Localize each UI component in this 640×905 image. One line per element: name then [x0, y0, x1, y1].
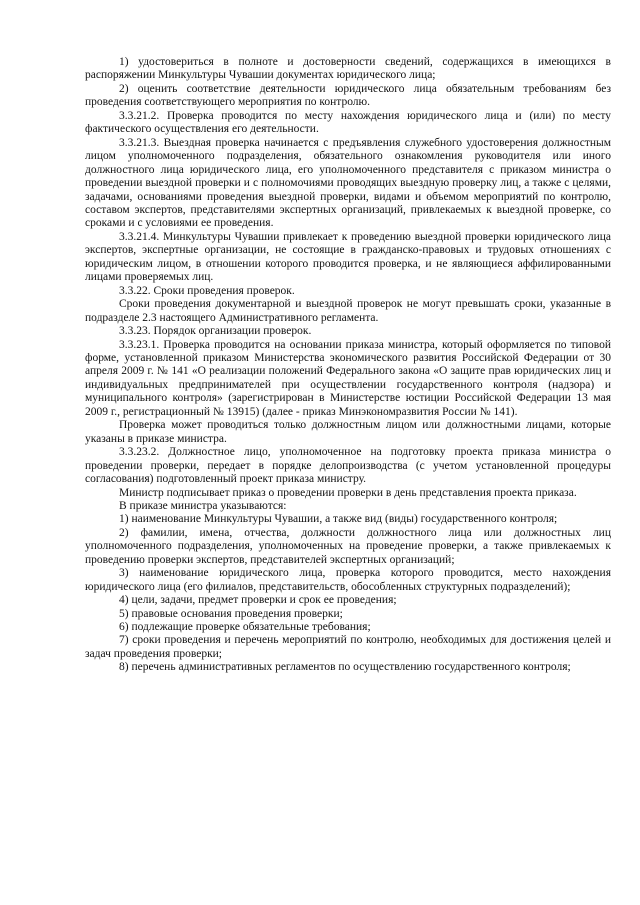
paragraph-inspectors: Проверка может проводиться только должностным лицом или должностными лицами, которые указаны в приказе министра.: [85, 419, 611, 445]
section-heading-3-3-23: 3.3.23. Порядок организации проверок.: [119, 325, 312, 338]
paragraph-item-2: 2) оценить соответствие деятельности юридического лица обязательным требованиям без проведения соответствующего мероприятия по контролю.: [85, 82, 611, 109]
paragraph-section-3-3-21-4: 3.3.21.4. Минкультуры Чувашии привлекает к проведению выездной проверки юридического лица экспертов, экспертные организации, не состоящие в гражданско-правовых и трудовых отношениях с юридическим лицом, в отношении которого проводится проверка, и не являющиеся аффилированными лицами проверяемых лиц.: [85, 230, 611, 284]
paragraph-section-3-3-21-3: 3.3.21.3. Выездная проверка начинается с предъявления служебного удостоверения должностным лицом уполномоченного подразделения, обязательного ознакомления руководителя или иного должностного лица юридического лица, его уполномоченного представителя с приказом министра о проведении выездной проверки и с полномочиями проводящих выездную проверку лиц, а также с целями, задачами, основаниями проведения выездной проверки, видами и объемом мероприятий по контролю, составом экспертов, представителями экспертных организаций, привлекаемых к выездной проверке, со сроками и с условиями ее проведения.: [85, 136, 611, 230]
paragraph-section-3-3-23-2: 3.3.23.2. Должностное лицо, уполномоченное на подготовку проекта приказа министра о проведении проверки, передает в порядке делопроизводства (с учетом установленной процедуры согласования) подготовленный проект приказа министру.: [85, 446, 611, 486]
list-item-7: 7) сроки проведения и перечень мероприятий по контролю, необходимых для достижения целей и задач проведения проверки;: [85, 634, 611, 660]
paragraph-order-contents-intro: В приказе министра указываются:: [119, 499, 287, 512]
document-page: [85, 56, 611, 675]
list-item-4: 4) цели, задачи, предмет проверки и срок ее проведения;: [119, 594, 397, 607]
paragraph-section-3-3-23-1: 3.3.23.1. Проверка проводится на основании приказа министра, который оформляется по типовой форме, установленной приказом Министерства экономического развития Российской Федерации от 30 апреля 2009 г. № 141 «О реализации положений Федерального закона «О защите прав юридических лиц и индивидуальных предпринимателей при осуществлении государственного контроля (надзора) и муниципального контроля» (зарегистрирован в Министерстве юстиции Российской Федерации 13 мая 2009 г., регистрационный № 13915) (далее - приказ Минэкономразвития России № 141).: [85, 338, 611, 418]
paragraph-item-1: 1) удостовериться в полноте и достоверности сведений, содержащихся в имеющихся в распоряжении Минкультуры Чувашии документах юридического лица;: [85, 56, 611, 82]
paragraph-minister-signs: Министр подписывает приказ о проведении проверки в день представления проекта приказа.: [119, 486, 577, 499]
list-item-8: 8) перечень административных регламентов по осуществлению государственного контроля;: [119, 661, 571, 674]
list-item-6: 6) подлежащие проверке обязательные требования;: [119, 621, 371, 634]
list-item-5: 5) правовые основания проведения проверки;: [119, 607, 343, 620]
paragraph-section-3-3-21-2: 3.3.21.2. Проверка проводится по месту нахождения юридического лица и (или) по месту фактического осуществления его деятельности.: [85, 109, 611, 136]
list-item-1: 1) наименование Минкультуры Чувашии, а также вид (виды) государственного контроля;: [119, 513, 558, 526]
paragraph-inspection-terms: Сроки проведения документарной и выездной проверок не могут превышать сроки, указанные в подразделе 2.3 настоящего Административного регламента.: [85, 298, 611, 324]
list-item-3: 3) наименование юридического лица, проверка которого проводится, место нахождения юридического лица (его филиалов, представительств, обособленных структурных подразделений);: [85, 567, 611, 593]
section-heading-3-3-22: 3.3.22. Сроки проведения проверок.: [119, 284, 295, 297]
list-item-2: 2) фамилии, имена, отчества, должности должностного лица или должностных лиц уполномоченного подразделения, уполномоченных на проведение проверки, а также привлекаемых к проведению проверки экспертов, представителей экспертных организаций;: [85, 526, 611, 566]
